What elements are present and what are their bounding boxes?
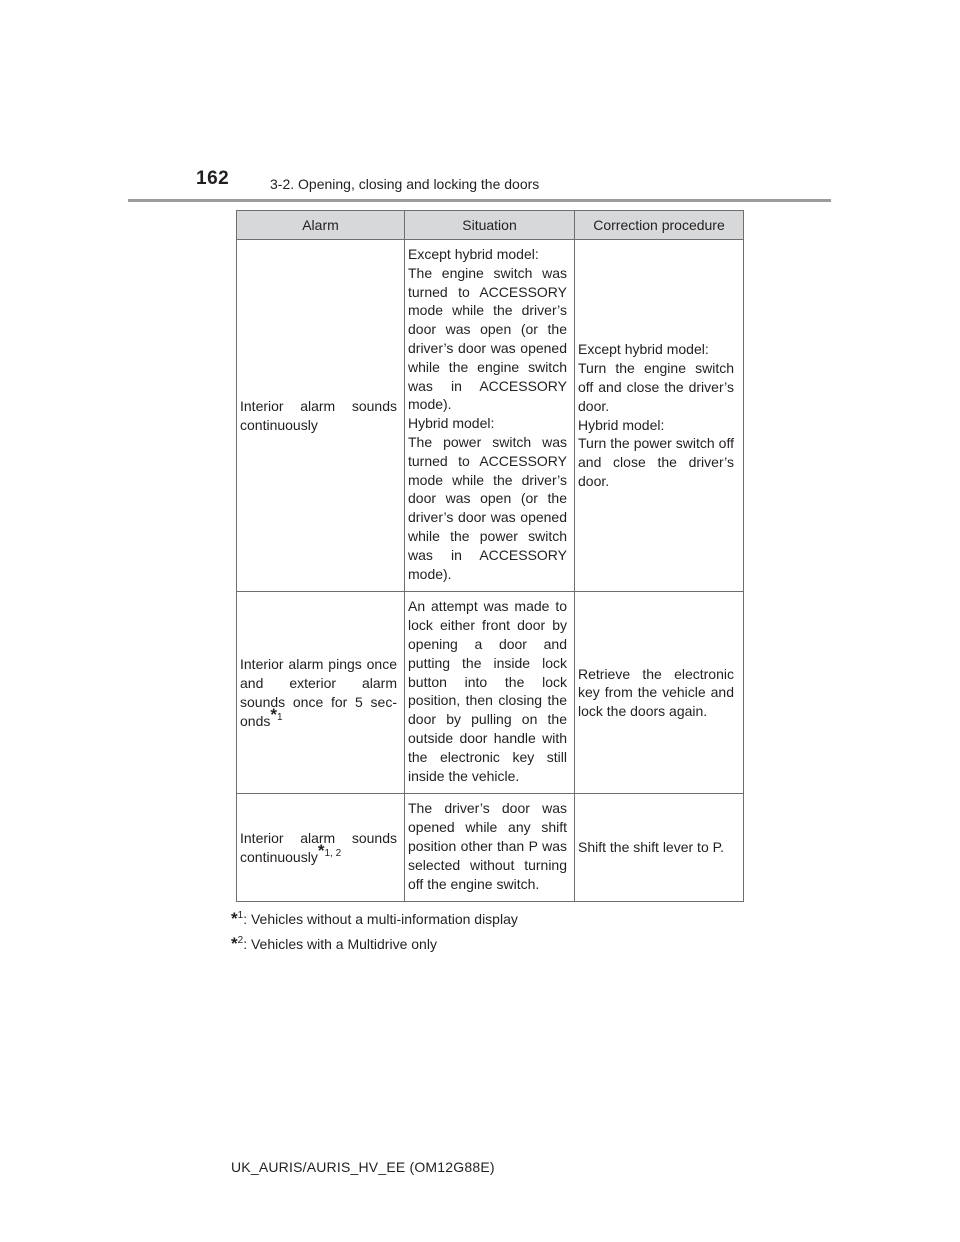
table-row (237, 240, 744, 592)
alarm-text: Interior alarm sounds continuously (240, 830, 397, 865)
alarm-table (236, 210, 744, 902)
footnote-2 (231, 935, 518, 953)
table-row (237, 794, 744, 902)
footnote-star: * (317, 840, 325, 860)
table-header-row (237, 211, 744, 240)
alarm-cell (237, 240, 405, 592)
situation-line: The engine switch was turned to ACCESSORY mode while the driver’s door was open (or the driver’s door was opened while the engine switch was in ACCESSORY mode). (408, 264, 567, 413)
situation-cell (405, 592, 575, 794)
column-header-situation: Situation (405, 211, 575, 240)
footnote-ref (270, 704, 283, 724)
section-title: 3-2. Opening, closing and locking the doors (270, 176, 540, 192)
situation-line: An attempt was made to lock either front door by opening a door and putting the inside lock button into the lock position, then closing the door by pulling on the outside door handle with the electronic key still inside the vehicle. (408, 598, 567, 784)
alarm-cell (237, 794, 405, 902)
situation-line: The power switch was turned to ACCESSORY mode while the driver’s door was open (or the driver’s door was opened while the power switch was in ACCESSORY mode). (408, 433, 567, 582)
correction-cell (575, 592, 744, 794)
correction-line: Except hybrid model: (578, 341, 709, 358)
situation-cell (405, 240, 575, 592)
correction-line: Shift the shift lever to P. (578, 839, 725, 856)
situation-line: Except hybrid model: (408, 246, 539, 262)
footnote-text: : Vehicles with a Multidrive only (243, 936, 437, 952)
column-header-alarm: Alarm (237, 211, 405, 240)
correction-line: Turn the engine switch off and close the driver’s door. (578, 360, 734, 414)
correction-line: Retrieve the electronic key from the vehicle and lock the doors again. (578, 665, 734, 720)
footnote-star: * (270, 704, 277, 724)
situation-line: Hybrid model: (408, 415, 495, 432)
footnote-number: 1, 2 (324, 847, 342, 859)
footer-document-code: UK_AURIS/AURIS_HV_EE (OM12G88E) (231, 1159, 495, 1175)
footnote-1 (231, 910, 518, 928)
column-header-correction: Correction procedure (575, 211, 744, 240)
footnote-ref (317, 840, 342, 860)
correction-cell (575, 794, 744, 902)
footnote-number: 1 (276, 711, 283, 723)
correction-line: Hybrid model: (578, 416, 665, 433)
situation-cell (405, 794, 575, 902)
footnote-number: 1 (237, 910, 244, 921)
alarm-text: Interior alarm pings once and exterior alarm sounds once for 5 sec-onds (240, 656, 397, 729)
footnote-text: : Vehicles without a multi-information display (243, 911, 518, 927)
situation-line: The driver’s door was opened while any shift position other than P was selected without turning off the engine switch. (408, 800, 567, 892)
footnote-star: * (231, 909, 238, 928)
table-row (237, 592, 744, 794)
footnote-number: 2 (237, 935, 244, 946)
footnotes (231, 910, 518, 960)
footnote-star: * (231, 934, 238, 953)
alarm-cell (237, 592, 405, 794)
header-rule (128, 199, 831, 202)
page-number: 162 (196, 168, 230, 189)
alarm-text: Interior alarm sounds continuously (240, 397, 397, 433)
correction-cell (575, 240, 744, 592)
correction-line: Turn the power switch off and close the driver’s door. (578, 435, 734, 490)
